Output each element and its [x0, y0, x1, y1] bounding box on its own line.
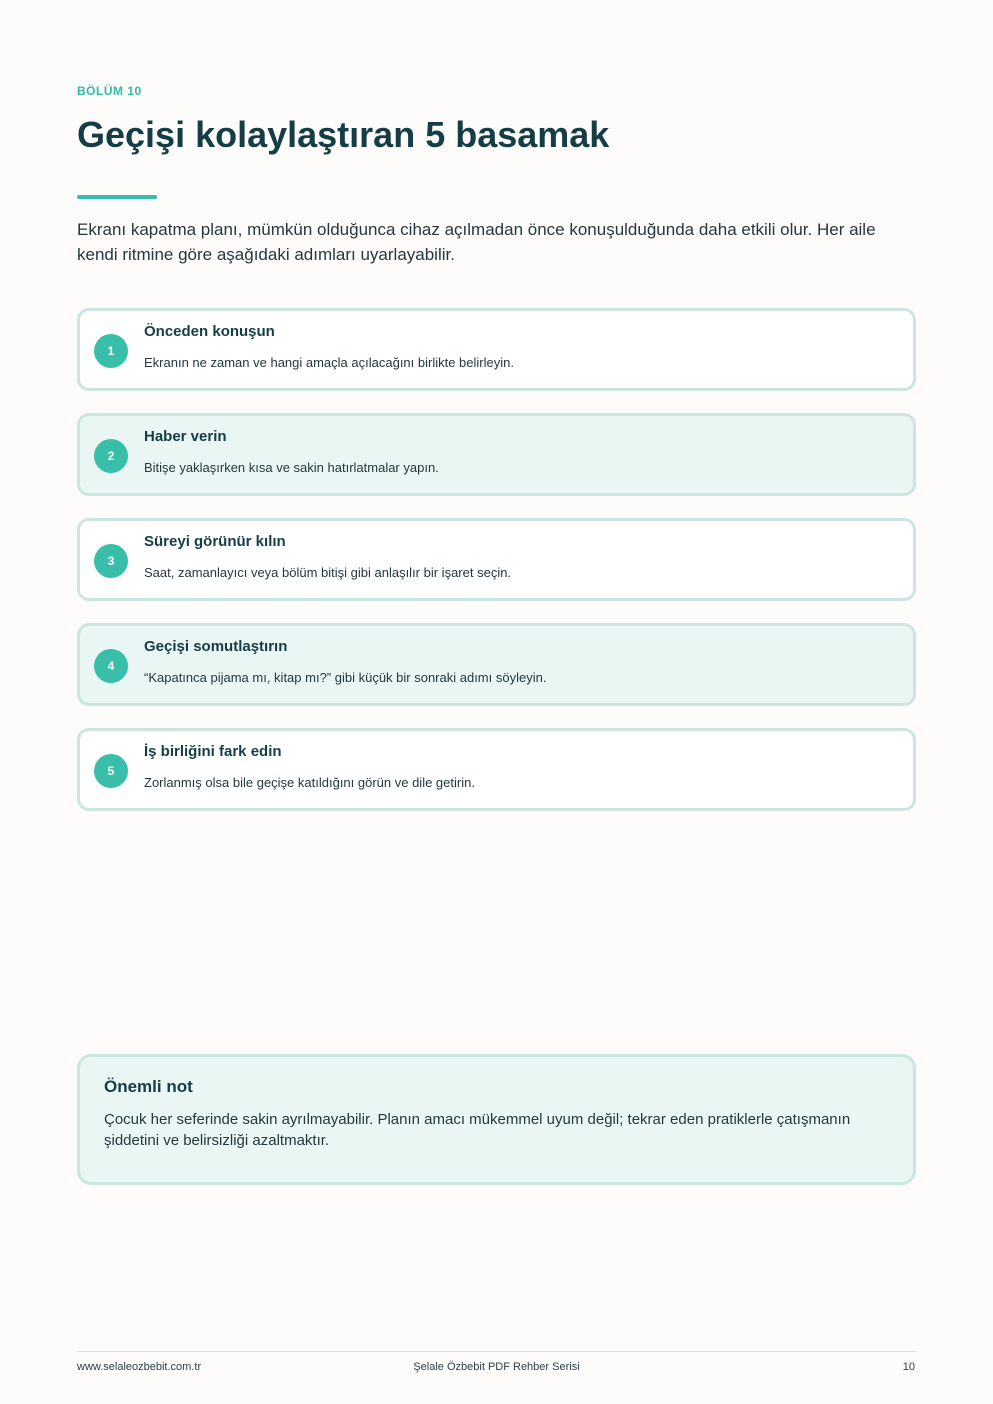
step-title: Geçişi somutlaştırın — [144, 638, 288, 655]
step-description: Saat, zamanlayıcı veya bölüm bitişi gibi anlaşılır bir işaret seçin. — [144, 565, 512, 580]
step-title: Süreyi görünür kılın — [144, 533, 286, 550]
step-number-badge: 4 — [94, 649, 128, 683]
footer-series-name: Şelale Özbebit PDF Rehber Serisi — [413, 1361, 580, 1373]
step-title: Önceden konuşun — [144, 323, 275, 340]
footer-page-number: 10 — [902, 1361, 915, 1373]
important-note-box — [77, 1054, 916, 1185]
step-number-badge: 1 — [94, 334, 128, 368]
footer-divider — [77, 1351, 916, 1352]
footer-website-link[interactable]: www.selaleozbebit.com.tr — [77, 1361, 202, 1373]
step-title: İş birliğini fark edin — [144, 743, 282, 760]
step-number-badge: 5 — [94, 754, 128, 788]
step-description: Ekranın ne zaman ve hangi amaçla açılacağını birlikte belirleyin. — [144, 355, 514, 370]
intro-paragraph: Ekranı kapatma planı, mümkün olduğunca cihaz açılmadan önce konuşulduğunda daha etkili olur. Her aile kendi ritmine göre aşağıdaki adımları uyarlayabilir. — [77, 220, 876, 264]
step-card — [77, 728, 916, 811]
step-card — [77, 413, 916, 496]
step-number-badge: 2 — [94, 439, 128, 473]
note-title: Önemli not — [104, 1077, 193, 1096]
step-description: “Kapatınca pijama mı, kitap mı?” gibi küçük bir sonraki adımı söyleyin. — [144, 670, 547, 685]
step-card — [77, 518, 916, 601]
step-description: Zorlanmış olsa bile geçişe katıldığını görün ve dile getirin. — [144, 775, 475, 790]
document-page — [77, 0, 916, 1404]
step-card — [77, 623, 916, 706]
step-description: Bitişe yaklaşırken kısa ve sakin hatırlatmalar yapın. — [144, 460, 439, 475]
note-text: Çocuk her seferinde sakin ayrılmayabilir. Planın amacı mükemmel uyum değil; tekrar eden pratiklerle çatışmanın şiddetini ve belirsizliği azaltmaktır. — [104, 1111, 851, 1149]
title-underline — [77, 195, 157, 199]
chapter-label: BÖLÜM 10 — [77, 84, 142, 98]
step-number-badge: 3 — [94, 544, 128, 578]
step-card — [77, 308, 916, 391]
step-title: Haber verin — [144, 428, 227, 445]
steps-list — [77, 308, 916, 833]
page-title: Geçişi kolaylaştıran 5 basamak — [77, 114, 610, 155]
